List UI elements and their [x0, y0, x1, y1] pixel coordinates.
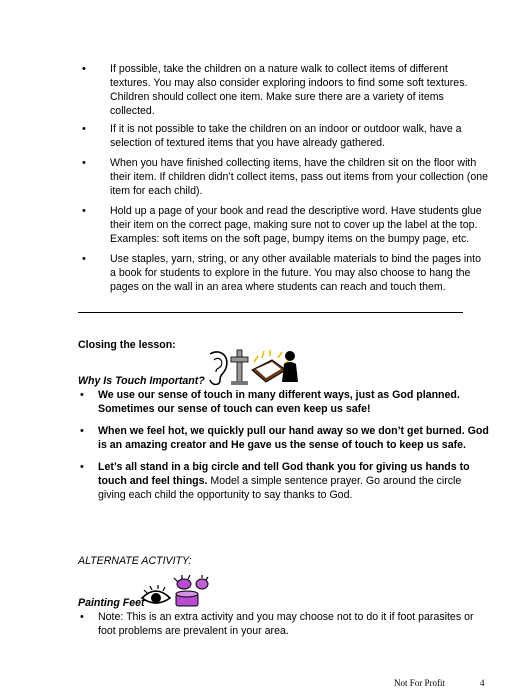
bullet-dot: •	[82, 157, 86, 169]
ear-icon	[210, 352, 227, 385]
bullet-dot: •	[82, 253, 86, 265]
bullet-text: If possible, take the children on a nature walk to collect items of different textures. You may also consider exploring indoors to find some soft textures. Children should collect one item. Make sure there are a variety of items collected.	[110, 63, 468, 117]
bullet-bold-text: Let’s all stand in a big circle and tell God thank you for giving us hands to touch and feel things.	[98, 461, 470, 487]
bullet-dot: •	[82, 63, 86, 75]
footer-text: Not For Profit	[394, 678, 446, 688]
bullet-bold-text: When we feel hot, we quickly pull our hand away so we don’t get burned. God is an amazing creator and He gave us the sense of touch to keep us safe.	[98, 425, 489, 451]
bullet-text: Hold up a page of your book and read the descriptive word. Have students glue their item on the correct page, making sure not to cover up the label at the top. Examples: soft items on the soft page, bumpy items on the bumpy page, etc.	[110, 205, 482, 245]
clipart-row	[204, 348, 300, 388]
bullet-dot: •	[80, 461, 84, 473]
bullet-dot: •	[82, 123, 86, 135]
bullet-text: If it is not possible to take the children on an indoor or outdoor walk, have a selection of textured items that you have already gathered.	[110, 123, 462, 149]
praying-child-icon	[282, 351, 298, 382]
bullet-text	[98, 460, 490, 502]
bullet-text: When you have finished collecting items, have the children sit on the floor with their item. If children didn’t collect items, pass out items from your collection (one item for each child).	[110, 157, 488, 197]
clipart-row-2	[140, 574, 210, 610]
bullet-dot: •	[80, 611, 84, 623]
why-heading: Why Is Touch Important?	[78, 375, 205, 387]
eye-icon	[142, 585, 170, 603]
divider	[78, 312, 463, 313]
bullet-bold-text: We use our sense of touch in many different ways, just as God planned. Sometimes our sense of touch can even keep us safe!	[98, 389, 460, 415]
cross-icon	[231, 350, 248, 385]
closing-heading: Closing the lesson:	[78, 339, 176, 351]
bullet-dot: •	[80, 425, 84, 437]
bullet-text: Note: This is an extra activity and you may choose not to do it if foot parasites or foot problems are prevalent in your area.	[98, 611, 474, 637]
bullet-text	[98, 424, 490, 452]
bullet-text: Use staples, yarn, string, or any other available materials to bind the pages into a book for students to explore in the future. You may also choose to hang the pages on the wall in an area where students can reach and touch them.	[110, 253, 481, 293]
bullet-dot: •	[82, 205, 86, 217]
bullet-text	[98, 388, 490, 416]
foot-paint-icon	[174, 575, 191, 589]
page-number: 4	[480, 678, 485, 688]
bullet-normal-text: Model a simple sentence prayer. Go around the circle giving each child the opportunity to say thanks to God.	[98, 475, 462, 501]
alternate-heading: ALTERNATE ACTIVITY:	[78, 555, 192, 567]
painting-heading: Painting Feet	[78, 597, 145, 609]
bullet-dot: •	[80, 389, 84, 401]
